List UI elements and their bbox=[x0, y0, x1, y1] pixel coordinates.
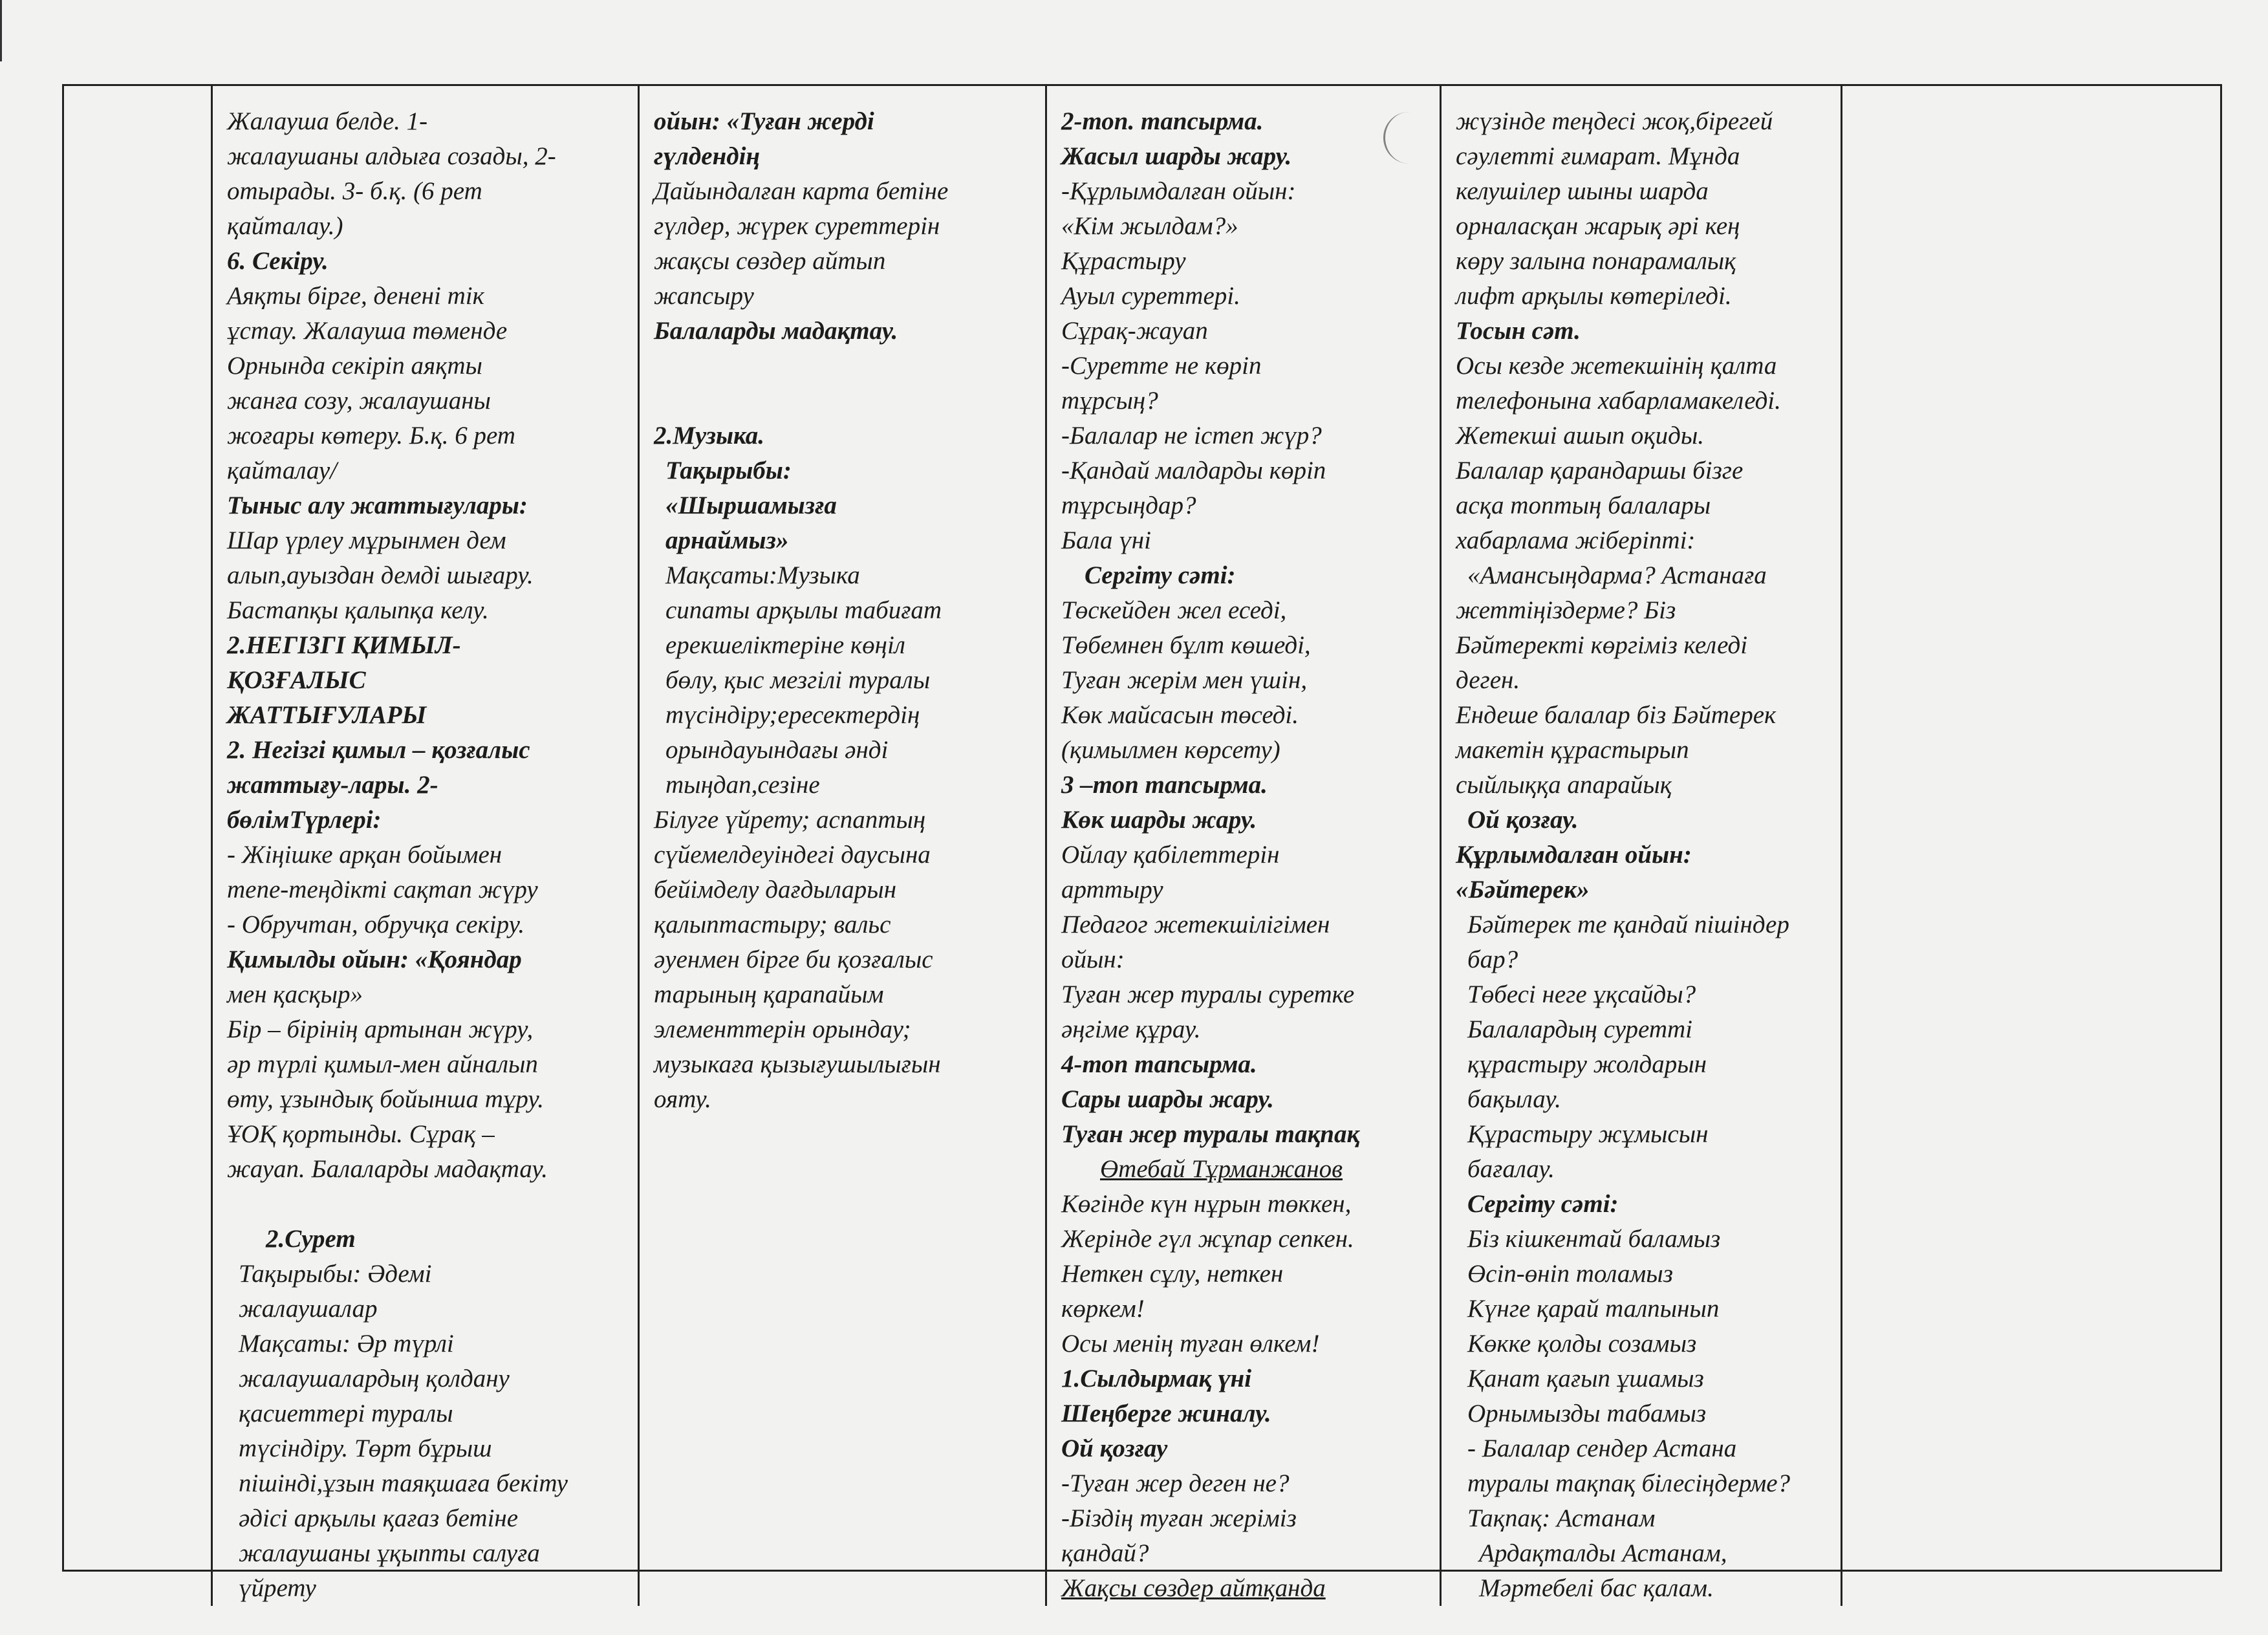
text-line: бар? bbox=[1467, 946, 1518, 973]
text-line: Туған жер туралы суретке bbox=[1061, 980, 1355, 1008]
text-line: өту, ұзындық бойынша тұру. bbox=[227, 1085, 544, 1113]
text-line: (қимылмен көрсету) bbox=[1061, 736, 1280, 764]
text-line bbox=[654, 384, 1031, 418]
text-line: орындауындағы әнді bbox=[665, 736, 889, 764]
text-line: Балалардың суретті bbox=[1467, 1015, 1692, 1043]
text-line: Педагог жетекшілігімен bbox=[1061, 911, 1330, 938]
text-line: Ауыл суреттері. bbox=[1061, 282, 1240, 310]
text-line: ЖАТТЫҒУЛАРЫ bbox=[227, 701, 427, 729]
text-line: Неткен сұлу, неткен bbox=[1061, 1260, 1284, 1288]
text-line: 2. Негізгі қимыл – қозғалыс bbox=[227, 736, 530, 764]
text-line: -Суретте не көріп bbox=[1061, 352, 1262, 380]
text-line: Мақсаты:Музыка bbox=[665, 561, 860, 589]
text-line: келушілер шыны шарда bbox=[1456, 177, 1709, 205]
lesson-plan-table bbox=[62, 84, 2222, 1602]
text-line: - Обручтан, обручқа секіру. bbox=[227, 911, 525, 938]
text-line: - Жіңішке арқан бойымен bbox=[227, 841, 502, 869]
text-line: Күнге қарай талпынып bbox=[1467, 1295, 1720, 1323]
text-line: ҚОЗҒАЛЫС bbox=[227, 666, 366, 694]
text-line: жанға созу, жалаушаны bbox=[227, 387, 491, 415]
text-line: жоғары көтеру. Б.қ. 6 рет bbox=[227, 422, 515, 449]
text-line: Тақпақ: Астанам bbox=[1467, 1504, 1656, 1532]
text-line: Туған жер туралы тақпақ bbox=[1061, 1120, 1360, 1148]
text-line: гүлдер, жүрек суреттерін bbox=[654, 212, 940, 240]
text-line: сүйемелдеуіндегі даусына bbox=[654, 841, 931, 869]
text-line: 6. Секіру. bbox=[227, 247, 329, 275]
text-line: жалаушаны алдыға созады, 2- bbox=[227, 142, 556, 170]
text-line: Білуге үйрету; аспаптың bbox=[654, 806, 926, 834]
text-line: Жасыл шарды жару. bbox=[1061, 142, 1292, 170]
text-line: әдісі арқылы қағаз бетіне bbox=[239, 1504, 519, 1532]
text-line: Дайындалған карта бетіне bbox=[654, 177, 949, 205]
text-line: 2.Сурет bbox=[266, 1225, 356, 1253]
text-line: жүзінде теңдесі жоқ,бірегей bbox=[1456, 107, 1773, 135]
text-line: Шеңберге жиналу. bbox=[1061, 1400, 1271, 1427]
text-line: Құрастыру жұмысын bbox=[1467, 1120, 1709, 1148]
scan-edge-mark bbox=[0, 0, 2, 61]
text-line: тұрсыңдар? bbox=[1061, 492, 1196, 519]
text-line: орналасқан жарық әрі кең bbox=[1456, 212, 1740, 240]
text-line: Осы менің туған өлкем! bbox=[1061, 1330, 1320, 1358]
text-line: түсіндіру. Төрт бұрыш bbox=[239, 1435, 492, 1462]
text-line: Аяқты бірге, денені тік bbox=[227, 282, 484, 310]
text-line: -Балалар не істеп жүр? bbox=[1061, 422, 1322, 449]
text-line: Біз кішкентай баламыз bbox=[1467, 1225, 1721, 1253]
text-line: Жалауша белде. 1- bbox=[227, 107, 428, 135]
text-line: Құрастыру bbox=[1061, 247, 1186, 275]
text-line: Туған жерім мен үшін, bbox=[1061, 666, 1308, 694]
text-line: ойын: «Туған жерді bbox=[654, 107, 874, 135]
text-line: хабарлама жіберіпті: bbox=[1456, 526, 1696, 554]
text-line: Қанат қағып ұшамыз bbox=[1467, 1365, 1704, 1392]
text-line: Бәйтеректі көргіміз келеді bbox=[1456, 631, 1748, 659]
text-line: Ой қозғау bbox=[1061, 1435, 1168, 1462]
text-line: -Құрлымдалған ойын: bbox=[1061, 177, 1296, 205]
text-line: көркем! bbox=[1061, 1295, 1145, 1323]
text-line: тарының қарапайым bbox=[654, 980, 884, 1008]
text-line bbox=[227, 1187, 623, 1222]
text-line: Ардақталды Астанам, bbox=[1479, 1539, 1727, 1567]
text-line: -Біздің туған жеріміз bbox=[1061, 1504, 1297, 1532]
text-line: жалаушалардың қолдану bbox=[239, 1365, 510, 1392]
text-line: бейімделу дағдыларын bbox=[654, 876, 897, 904]
table-cell-col2 bbox=[213, 86, 640, 1606]
table-cell-col5 bbox=[1442, 86, 1842, 1606]
text-line: жеттіңіздерме? Біз bbox=[1456, 596, 1676, 624]
table-cell-col6 bbox=[1842, 86, 2224, 1606]
text-line: деген. bbox=[1456, 666, 1520, 694]
text-line: Көкке қолды созамыз bbox=[1467, 1330, 1697, 1358]
text-line: ойын: bbox=[1061, 946, 1125, 973]
text-line: Қимылды ойын: «Қояндар bbox=[227, 946, 522, 973]
text-line: 4-топ тапсырма. bbox=[1061, 1050, 1257, 1078]
text-line: 2-топ. тапсырма. bbox=[1061, 107, 1264, 135]
text-line: 2.Музыка. bbox=[654, 422, 765, 449]
text-line: Сары шарды жару. bbox=[1061, 1085, 1274, 1113]
text-line: Төскейден жел еседі, bbox=[1061, 596, 1287, 624]
text-line: Тыныс алу жаттығулары: bbox=[227, 492, 528, 519]
text-line: Шар үрлеу мұрынмен дем bbox=[227, 526, 506, 554]
text-line: жалаушаны ұқыпты салуға bbox=[239, 1539, 540, 1567]
text-line: сипаты арқылы табиғат bbox=[665, 596, 942, 624]
text-line: элементтерін орындау; bbox=[654, 1015, 911, 1043]
text-line: мен қасқыр» bbox=[227, 980, 363, 1008]
text-line: пішінді,ұзын таяқшаға бекіту bbox=[239, 1469, 568, 1497]
text-line: жауап. Балаларды мадақтау. bbox=[227, 1155, 548, 1183]
text-line: әңгіме құрау. bbox=[1061, 1015, 1201, 1043]
text-line: Балаларды мадақтау. bbox=[654, 317, 898, 345]
text-line: жаттығу-лары. 2- bbox=[227, 771, 438, 799]
text-line: «Кім жылдам?» bbox=[1061, 212, 1238, 240]
text-line: Осы кезде жетекшінің қалта bbox=[1456, 352, 1777, 380]
text-line: Бастапқы қалыпқа келу. bbox=[227, 596, 489, 624]
text-line: «Шыршамызға bbox=[665, 492, 837, 519]
text-line: Ой қозғау. bbox=[1467, 806, 1579, 834]
text-line: Өтебай Тұрманжанов bbox=[1100, 1155, 1343, 1183]
text-line bbox=[654, 349, 1031, 384]
text-line: Бәйтерек те қандай пішіндер bbox=[1467, 911, 1789, 938]
table-cell-col3 bbox=[640, 86, 1047, 1606]
text-line: Көгінде күн нұрын төккен, bbox=[1061, 1190, 1352, 1218]
text-line: телефонына хабарламакеледі. bbox=[1456, 387, 1781, 415]
text-line: -Туған жер деген не? bbox=[1061, 1469, 1290, 1497]
text-line: Жетекші ашып оқиды. bbox=[1456, 422, 1705, 449]
table-cell-col1 bbox=[64, 86, 213, 1606]
text-line: сыйлыққа апарайық bbox=[1456, 771, 1672, 799]
text-line: Ойлау қабілеттерін bbox=[1061, 841, 1280, 869]
text-line: Балалар қарандаршы бізге bbox=[1456, 457, 1744, 484]
text-line: «Бәйтерек» bbox=[1456, 876, 1590, 904]
text-line: жақсы сөздер айтып bbox=[654, 247, 886, 275]
text-line: қасиеттері туралы bbox=[239, 1400, 453, 1427]
text-line: ояту. bbox=[654, 1085, 711, 1113]
text-line: әр түрлі қимыл-мен айналып bbox=[227, 1050, 538, 1078]
text-line: асқа топтың балалары bbox=[1456, 492, 1711, 519]
text-line: 3 –топ тапсырма. bbox=[1061, 771, 1268, 799]
text-line: Көк шарды жару. bbox=[1061, 806, 1257, 834]
text-line: 1.Сылдырмақ үні bbox=[1061, 1365, 1252, 1392]
text-line: Жерінде гүл жұпар сепкен. bbox=[1061, 1225, 1354, 1253]
text-line: құрастыру жолдарын bbox=[1467, 1050, 1707, 1078]
text-line: Тақырыбы: Әдемі bbox=[239, 1260, 432, 1288]
text-line: - Балалар сендер Астана bbox=[1467, 1435, 1737, 1462]
text-line: Мақсаты: Әр түрлі bbox=[239, 1330, 454, 1358]
text-line: жапсыру bbox=[654, 282, 754, 310]
text-line: Мәртебелі бас қалам. bbox=[1479, 1574, 1714, 1602]
text-line: Төбемнен бұлт көшеді, bbox=[1061, 631, 1311, 659]
text-line: Бір – бірінің артынан жүру, bbox=[227, 1015, 534, 1043]
text-line: Сергіту сәті: bbox=[1467, 1190, 1619, 1218]
text-line: тыңдап,сезіне bbox=[665, 771, 820, 799]
text-line: ерекшеліктеріне көңіл bbox=[665, 631, 905, 659]
text-line: Сергіту сәті: bbox=[1085, 561, 1236, 589]
text-line: Төбесі неге ұқсайды? bbox=[1467, 980, 1696, 1008]
text-line: арттыру bbox=[1061, 876, 1163, 904]
text-line: Бала үні bbox=[1061, 526, 1151, 554]
text-line: қалыптастыру; вальс bbox=[654, 911, 891, 938]
text-line: түсіндіру;ересектердің bbox=[665, 701, 920, 729]
text-line: отырады. 3- б.қ. (6 рет bbox=[227, 177, 482, 205]
text-line: Тосын сәт. bbox=[1456, 317, 1581, 345]
text-line: бақылау. bbox=[1467, 1085, 1561, 1113]
text-line: жалаушалар bbox=[239, 1295, 378, 1323]
text-line: үйрету bbox=[239, 1574, 316, 1602]
text-line: 2.НЕГІЗГІ ҚИМЫЛ- bbox=[227, 631, 461, 659]
text-line: лифт арқылы көтеріледі. bbox=[1456, 282, 1732, 310]
table-cell-col4 bbox=[1047, 86, 1442, 1606]
text-line: ұстау. Жалауша төменде bbox=[227, 317, 508, 345]
text-line: туралы тақпақ білесіңдерме? bbox=[1467, 1469, 1791, 1497]
text-line: Тақырыбы: bbox=[665, 457, 792, 484]
text-line: Сұрақ-жауап bbox=[1061, 317, 1208, 345]
text-line: ҰОҚ қортынды. Сұрақ – bbox=[227, 1120, 495, 1148]
text-line: қандай? bbox=[1061, 1539, 1149, 1567]
text-line: Көк майсасын төседі. bbox=[1061, 701, 1299, 729]
text-line: тұрсың? bbox=[1061, 387, 1158, 415]
text-line: Құрлымдалған ойын: bbox=[1456, 841, 1692, 869]
text-line: сәулетті ғимарат. Мұнда bbox=[1456, 142, 1740, 170]
text-line: -Қандай малдарды көріп bbox=[1061, 457, 1326, 484]
text-line: бөлу, қыс мезгілі туралы bbox=[665, 666, 931, 694]
text-line: Жақсы сөздер айтқанда bbox=[1061, 1574, 1326, 1602]
text-line: Орнымызды табамыз bbox=[1467, 1400, 1707, 1427]
text-line: қайталау/ bbox=[227, 457, 337, 484]
text-line: музыкаға қызығушылығын bbox=[654, 1050, 941, 1078]
text-line: гүлдендің bbox=[654, 142, 761, 170]
text-line: Ендеше балалар біз Бәйтерек bbox=[1456, 701, 1777, 729]
text-line: тепе-теңдікті сақтап жүру bbox=[227, 876, 538, 904]
text-line: алып,ауыздан демді шығару. bbox=[227, 561, 534, 589]
text-line: «Амансыңдарма? Астанаға bbox=[1467, 561, 1767, 589]
text-line: көру залына понарамалық bbox=[1456, 247, 1736, 275]
text-line: Орнында секіріп аяқты bbox=[227, 352, 482, 380]
text-line: арнаймыз» bbox=[665, 526, 789, 554]
text-line: әуенмен бірге би қозғалыс bbox=[654, 946, 933, 973]
text-line: Өсіп-өніп толамыз bbox=[1467, 1260, 1673, 1288]
text-line: бағалау. bbox=[1467, 1155, 1555, 1183]
text-line: бөлімТүрлері: bbox=[227, 806, 382, 834]
text-line: макетін құрастырып bbox=[1456, 736, 1689, 764]
text-line: қайталау.) bbox=[227, 212, 343, 240]
